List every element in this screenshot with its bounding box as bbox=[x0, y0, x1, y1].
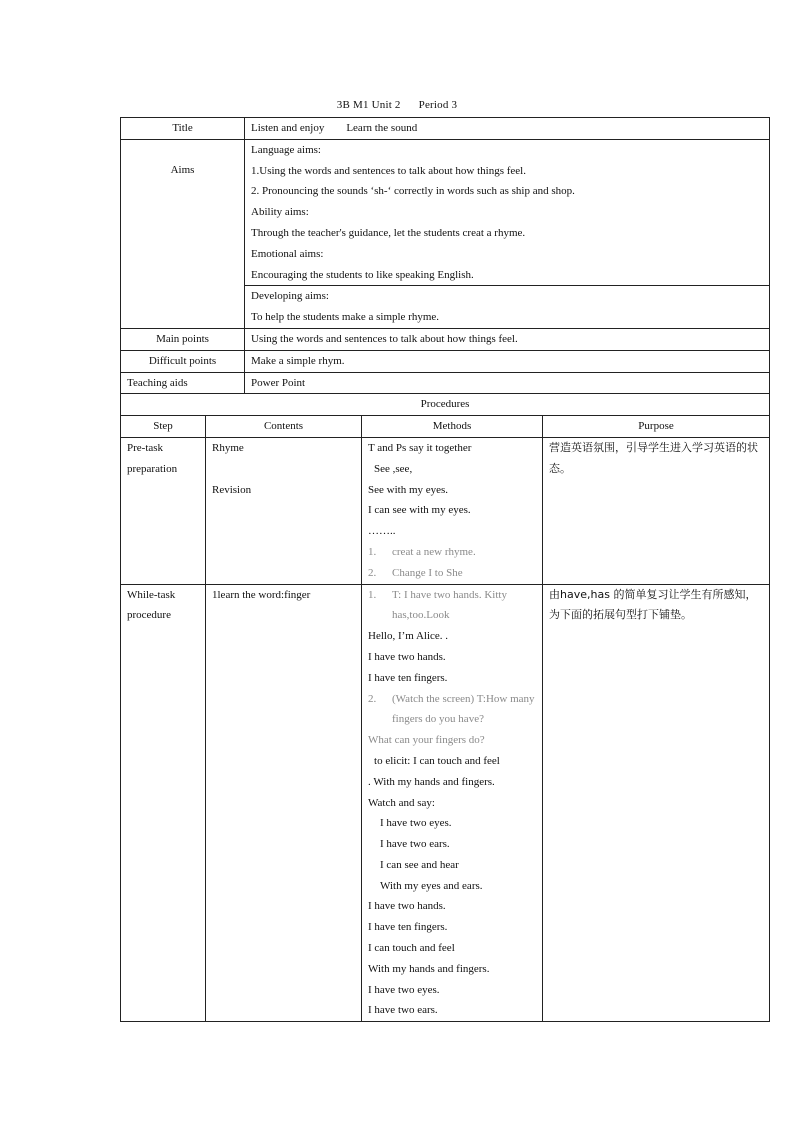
methods-cell bbox=[362, 437, 543, 584]
aims-line: Language aims: bbox=[251, 143, 321, 156]
doc-title-period: Period 3 bbox=[418, 99, 458, 111]
procedures-header-row bbox=[121, 416, 770, 438]
contents-cell bbox=[206, 584, 362, 1022]
aims-line: Encouraging the students to like speaking English. bbox=[251, 268, 474, 281]
contents-line: Rhyme bbox=[212, 441, 244, 454]
method-line: See with my eyes. bbox=[368, 483, 449, 496]
step-cell bbox=[121, 437, 206, 584]
main-points-value: Using the words and sentences to talk about how things feel. bbox=[245, 328, 770, 350]
lesson-plan-table bbox=[120, 117, 770, 1022]
method-line: I have two hands. bbox=[368, 650, 446, 663]
method-line: What can your fingers do? bbox=[368, 734, 485, 747]
aims-row bbox=[121, 139, 770, 286]
column-header-contents: Contents bbox=[206, 416, 362, 438]
method-line: With my hands and fingers. bbox=[368, 962, 490, 975]
method-line: I have two eyes. bbox=[368, 983, 440, 996]
aims-line: Through the teacher's guidance, let the students creat a rhyme. bbox=[251, 226, 526, 239]
procedure-row-while-task bbox=[121, 584, 770, 1022]
contents-line: Revision bbox=[212, 483, 252, 496]
item-text: creat a new rhyme. bbox=[392, 545, 476, 558]
column-header-purpose: Purpose bbox=[543, 416, 770, 438]
aims-developing-block bbox=[245, 286, 770, 329]
procedure-row-pre-task bbox=[121, 437, 770, 584]
contents-cell bbox=[206, 437, 362, 584]
teaching-aids-value: Power Point bbox=[245, 372, 770, 394]
step-line: Pre-task bbox=[127, 441, 164, 454]
teaching-aids-label: Teaching aids bbox=[121, 372, 245, 394]
contents-line: 1learn the word:finger bbox=[212, 588, 311, 601]
aims-line: Emotional aims: bbox=[251, 247, 324, 260]
difficult-points-value: Make a simple rhym. bbox=[245, 350, 770, 372]
difficult-points-row bbox=[121, 350, 770, 372]
method-line: I have two ears. bbox=[380, 838, 450, 851]
method-line: I have two hands. bbox=[368, 900, 446, 913]
item-number: 1. bbox=[368, 545, 377, 558]
method-numbered-item bbox=[368, 563, 536, 584]
method-line: …….. bbox=[368, 525, 396, 538]
method-line: I have ten fingers. bbox=[368, 671, 448, 684]
method-line: I can see with my eyes. bbox=[368, 504, 471, 517]
item-text: (Watch the screen) T:How many fingers do you have? bbox=[392, 692, 535, 726]
method-line: . With my hands and fingers. bbox=[368, 775, 495, 788]
item-number: 2. bbox=[368, 692, 377, 705]
main-points-row bbox=[121, 328, 770, 350]
method-line: T and Ps say it together bbox=[368, 441, 472, 454]
step-cell bbox=[121, 584, 206, 1022]
method-line: I have two ears. bbox=[368, 1004, 438, 1017]
title-label: Title bbox=[121, 118, 245, 140]
method-line: I have two eyes. bbox=[380, 817, 452, 830]
document-title bbox=[0, 99, 794, 111]
method-numbered-item bbox=[368, 585, 536, 627]
method-line: With my eyes and ears. bbox=[380, 879, 483, 892]
method-line: I can see and hear bbox=[380, 858, 459, 871]
method-line: Hello, I’m Alice. . bbox=[368, 630, 449, 643]
title-value: Listen and enjoy Learn the sound bbox=[245, 118, 770, 140]
aims-label: Aims bbox=[121, 139, 245, 328]
method-line: Watch and say: bbox=[368, 796, 435, 809]
aims-line: 1.Using the words and sentences to talk about how things feel. bbox=[251, 164, 526, 177]
doc-title-unit: 3B M1 Unit 2 bbox=[336, 99, 401, 111]
procedures-row bbox=[121, 394, 770, 416]
aims-language-block bbox=[245, 139, 770, 286]
methods-cell bbox=[362, 584, 543, 1022]
contents-line bbox=[212, 459, 355, 480]
item-text: Change I to She bbox=[392, 566, 463, 579]
method-line: I have ten fingers. bbox=[368, 921, 448, 934]
teaching-aids-row bbox=[121, 372, 770, 394]
step-line: preparation bbox=[127, 462, 178, 475]
item-number: 1. bbox=[368, 588, 377, 601]
procedures-heading: Procedures bbox=[121, 394, 770, 416]
method-numbered-item bbox=[368, 689, 536, 731]
purpose-cell: 营造英语氛围，引导学生进入学习英语的状态。 bbox=[543, 437, 770, 584]
aims-line: To help the students make a simple rhyme. bbox=[251, 311, 440, 324]
difficult-points-label: Difficult points bbox=[121, 350, 245, 372]
aims-line: 2. Pronouncing the sounds ‘sh-‘ correctly in words such as ship and shop. bbox=[251, 185, 575, 198]
method-numbered-item bbox=[368, 542, 536, 563]
main-points-label: Main points bbox=[121, 328, 245, 350]
purpose-cell: 由have,has 的简单复习让学生有所感知，为下面的拓展句型打下铺垫。 bbox=[543, 584, 770, 1022]
column-header-step: Step bbox=[121, 416, 206, 438]
method-line: See ,see, bbox=[374, 462, 413, 475]
step-line: While-task bbox=[127, 588, 176, 601]
item-number: 2. bbox=[368, 566, 377, 579]
aims-line: Ability aims: bbox=[251, 206, 309, 219]
method-line: to elicit: I can touch and feel bbox=[374, 754, 500, 767]
item-text: T: I have two hands. Kitty has,too.Look bbox=[392, 588, 507, 622]
method-line: I can touch and feel bbox=[368, 942, 455, 955]
column-header-methods: Methods bbox=[362, 416, 543, 438]
aims-line: Developing aims: bbox=[251, 290, 329, 303]
step-line: procedure bbox=[127, 609, 171, 622]
title-row bbox=[121, 118, 770, 140]
